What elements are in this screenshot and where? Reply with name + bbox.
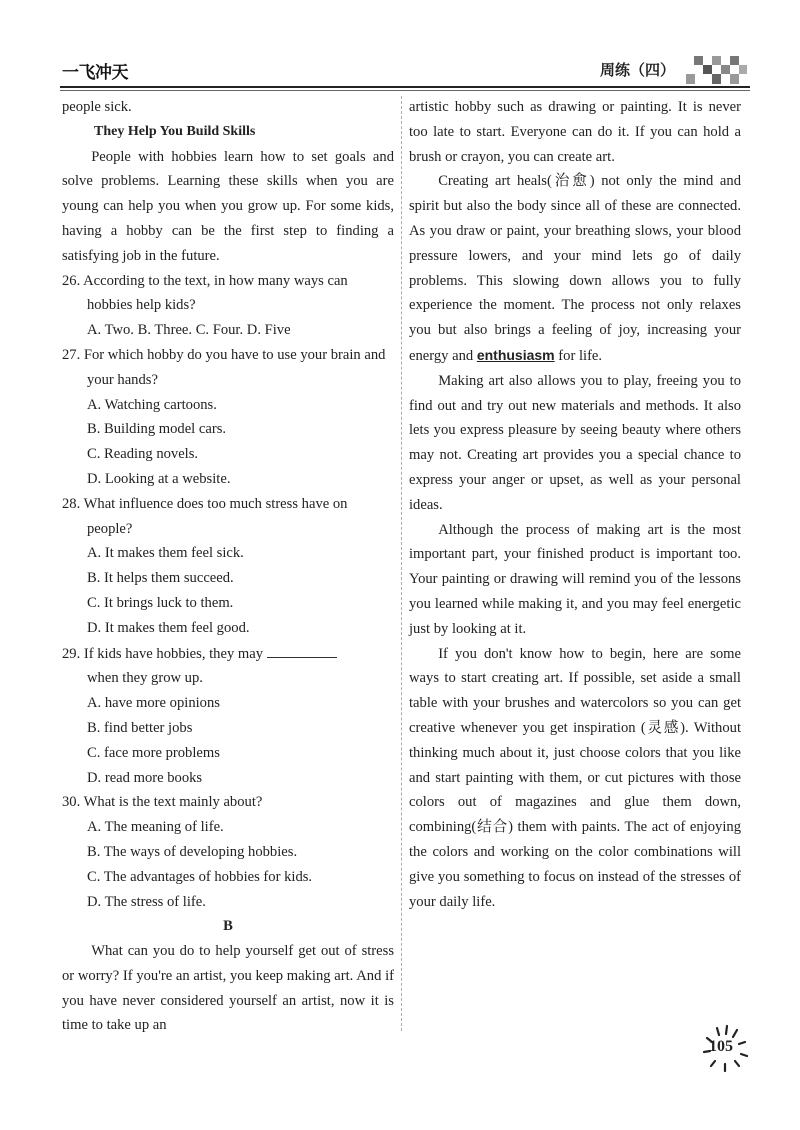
question-29-text: 29. If kids have hobbies, they may — [62, 645, 264, 662]
option: B. It helps them succeed. — [87, 570, 234, 587]
paragraph-text: Creating art heals(治愈) not only the mind and spirit but also the body since all of these are connected. As you draw or paint, your breathing slows, your blood pressure lowers, and your mind lets go of daily problems. This slowing down allows you to fully experience the moment. The process not only relaxes you but also brings a feeling of joy, increasing your energy and — [409, 173, 741, 364]
paragraph: If you don't know how to begin, here are some ways to start creating art. If possible, set aside a small table with your brushes and watercolors so you can get creative whenever you get inspiration (灵感). Without thinking much about it, just choose colors that you like and start painting with them, or cut pictures with those colors out of magazines and glue them down, combining(结合) them with paints. The act of enjoying the colors and working on the color combinations will give you something to focus on instead of the stresses of your daily life. — [409, 645, 741, 910]
right-column — [409, 95, 741, 914]
column-divider — [401, 96, 402, 1031]
left-column — [62, 95, 394, 1038]
question-27: 27. For which hobby do you have to use your brain and your hands? — [62, 346, 386, 388]
option: D. Looking at a website. — [87, 470, 231, 487]
option: A. The meaning of life. — [87, 819, 224, 836]
checker-decoration-icon — [686, 52, 748, 86]
paragraph-text-end: for life. — [558, 347, 603, 364]
paragraph — [409, 169, 741, 368]
question-29 — [62, 641, 394, 692]
option: A. have more opinions — [87, 695, 220, 712]
answer-blank — [267, 641, 337, 658]
header-rule — [60, 86, 750, 88]
option: B. Building model cars. — [87, 421, 227, 438]
question-30: 30. What is the text mainly about? — [62, 794, 263, 811]
brand-logo: 一飞冲天 — [62, 63, 128, 83]
page-header — [60, 50, 750, 90]
option: B. The ways of developing hobbies. — [87, 843, 298, 860]
continued-text: artistic hobby such as drawing or painting. It is never too late to start. Everyone can do it. If you can hold a brush or crayon, you can create art. — [409, 99, 741, 165]
paragraph: Although the process of making art is the most important part, your finished product is important too. Your painting or drawing will remind you of the lessons you learned while making it, and you may feel energetic just by looking at it. — [409, 521, 741, 637]
section-title: 周练（四） — [599, 61, 675, 79]
option: B. find better jobs — [87, 719, 193, 736]
option: D. The stress of life. — [87, 893, 206, 910]
subheading: They Help You Build Skills — [94, 123, 256, 139]
highlighted-word: enthusiasm — [476, 346, 555, 363]
continued-text: people sick. — [62, 99, 132, 115]
question-29-text-end: when they grow up. — [87, 670, 203, 687]
header-rule-thin — [60, 90, 750, 91]
option: C. Reading novels. — [87, 446, 199, 463]
question-26-options: A. Two. B. Three. C. Four. D. Five — [87, 322, 291, 339]
paragraph: What can you do to help yourself get out of stress or worry? If you're an artist, you keep making art. And if you have never considered yourself an artist, now it is time to take up an — [62, 943, 394, 1034]
option: A. Watching cartoons. — [87, 396, 217, 413]
question-26: 26. According to the text, in how many ways can hobbies help kids? — [62, 272, 348, 314]
option: D. It makes them feel good. — [87, 619, 250, 636]
page-number-badge — [695, 1024, 755, 1074]
option: C. face more problems — [87, 744, 220, 761]
paragraph: Making art also allows you to play, freeing you to find out and try out new materials and methods. It also lets you express pleasure by seeing beauty where others may not. Creating art provides you a special chance to express your anger or upset, as well as your personal ideas. — [409, 372, 741, 513]
question-28: 28. What influence does too much stress have on people? — [62, 495, 348, 537]
option: A. It makes them feel sick. — [87, 545, 244, 562]
page-number: 105 — [709, 1038, 733, 1055]
option: C. It brings luck to them. — [87, 594, 234, 611]
section-b-heading: B — [223, 918, 233, 935]
paragraph: People with hobbies learn how to set goals and solve problems. Learning these skills when you are young can help you when you grow up. For some kids, having a hobby can be the first step to finding a satisfying job in the future. — [62, 148, 394, 264]
option: C. The advantages of hobbies for kids. — [87, 868, 313, 885]
option: D. read more books — [87, 769, 203, 786]
